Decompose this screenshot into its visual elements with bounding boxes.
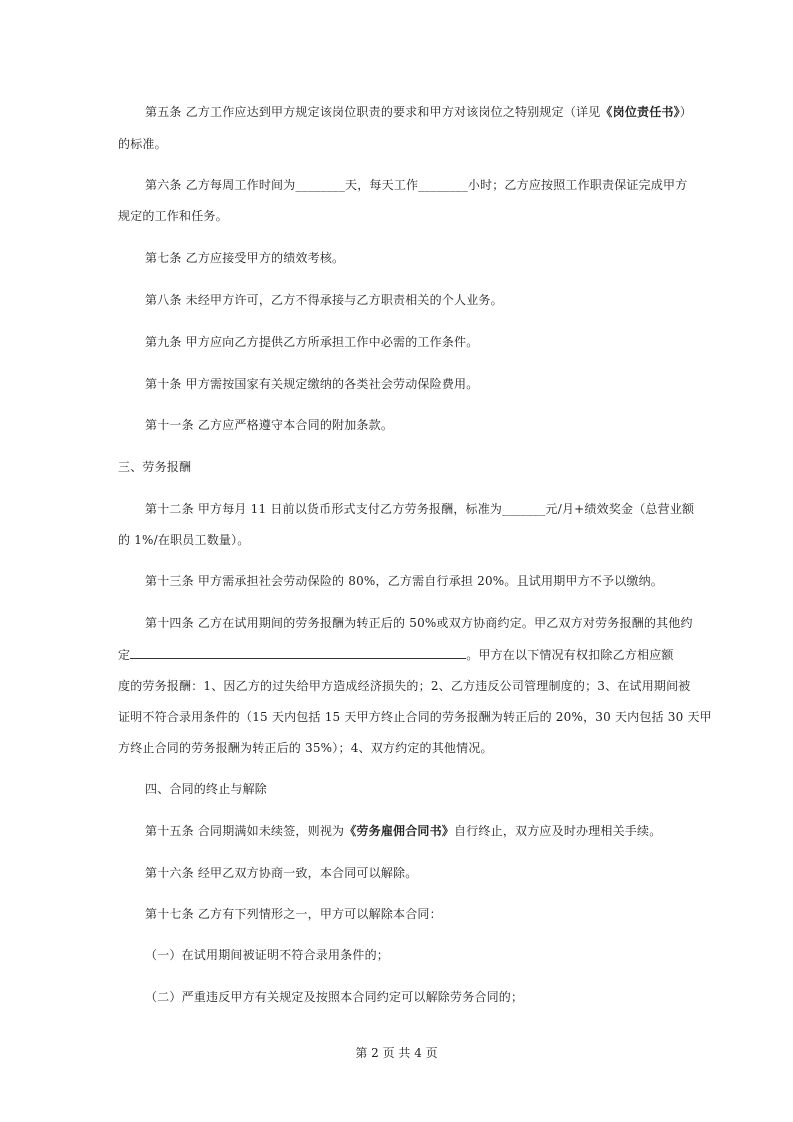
article-5-text: 第五条 乙方工作应达到甲方规定该岗位职责的要求和甲方对该岗位之特别规定（详见 xyxy=(145,105,601,119)
article-9: 第九条 甲方应向乙方提供乙方所承担工作中必需的工作条件。 xyxy=(145,335,479,349)
article-11: 第十一条 乙方应严格遵守本合同的附加条款。 xyxy=(145,418,394,432)
article-14-line-5: 方终止合同的劳务报酬为转正后的 35%）；4、双方约定的其他情况。 xyxy=(118,741,493,755)
article-15-suffix: 自行终止，双方应及时办理相关手续。 xyxy=(454,824,662,838)
article-14-line-2-suffix: 。甲方在以下情况有权扣除乙方相应额 xyxy=(466,648,674,662)
article-17-item-2: （二）严重违反甲方有关规定及按照本合同约定可以解除劳务合同的； xyxy=(145,990,524,1004)
article-6-line-2: 规定的工作和任务。 xyxy=(118,209,228,223)
article-6-line-1: 第六条 乙方每周工作时间为________天，每天工作________小时；乙方应按照工作职责保证完成甲方 xyxy=(145,178,688,192)
section-4-heading: 四、合同的终止与解除 xyxy=(145,782,268,796)
article-8: 第八条 未经甲方许可，乙方不得承接与乙方职责相关的个人业务。 xyxy=(145,293,503,307)
article-10: 第十条 甲方需按国家有关规定缴纳的各类社会劳动保险费用。 xyxy=(145,377,479,391)
section-3-heading: 三、劳务报酬 xyxy=(118,460,192,474)
fill-in-blank xyxy=(130,646,466,659)
article-14-line-4: 证明不符合录用条件的（15 天内包括 15 天甲方终止合同的劳务报酬为转正后的 20%，30 天内包括 30 天甲 xyxy=(118,710,712,724)
article-7: 第七条 乙方应接受甲方的绩效考核。 xyxy=(145,251,345,265)
article-5-line-1 xyxy=(145,104,692,120)
article-15-prefix: 第十五条 合同期满如未续签，则视为 xyxy=(145,824,345,838)
page-number-footer: 第 2 页 共 4 页 xyxy=(355,1046,438,1060)
article-17-item-1: （一）在试用期间被证明不符合录用条件的； xyxy=(145,948,390,962)
article-5-close-paren: ） xyxy=(679,105,693,119)
article-16: 第十六条 经甲乙双方协商一致，本合同可以解除。 xyxy=(145,866,418,880)
article-12-line-2: 的 1%/在职员工数量）。 xyxy=(118,533,250,547)
post-responsibility-doc-title: 《岗位责任书》 xyxy=(600,105,680,119)
article-12-line-1: 第十二条 甲方每月 11 日前以货币形式支付乙方劳务报酬，标准为_______元/月+绩效奖金（总营业额 xyxy=(145,502,695,516)
article-5-line-2: 的标准。 xyxy=(118,137,167,151)
article-13: 第十三条 甲方需承担社会劳动保险的 80%，乙方需自行承担 20%。且试用期甲方不予以缴纳。 xyxy=(145,574,663,588)
article-17: 第十七条 乙方有下列情形之一，甲方可以解除本合同： xyxy=(145,907,442,921)
article-14-line-2-prefix: 定 xyxy=(118,648,131,662)
article-14-line-2 xyxy=(118,646,674,663)
labor-contract-title: 《劳务雇佣合同书》 xyxy=(344,824,455,838)
article-14-line-1: 第十四条 乙方在试用期间的劳务报酬为转正后的 50%或双方协商约定。甲乙双方对劳务报酬的其他约 xyxy=(145,616,693,630)
article-14-line-3: 度的劳务报酬：1、因乙方的过失给甲方造成经济损失的；2、乙方违反公司管理制度的；3、在试用期间被 xyxy=(118,679,691,693)
article-15 xyxy=(145,823,661,839)
